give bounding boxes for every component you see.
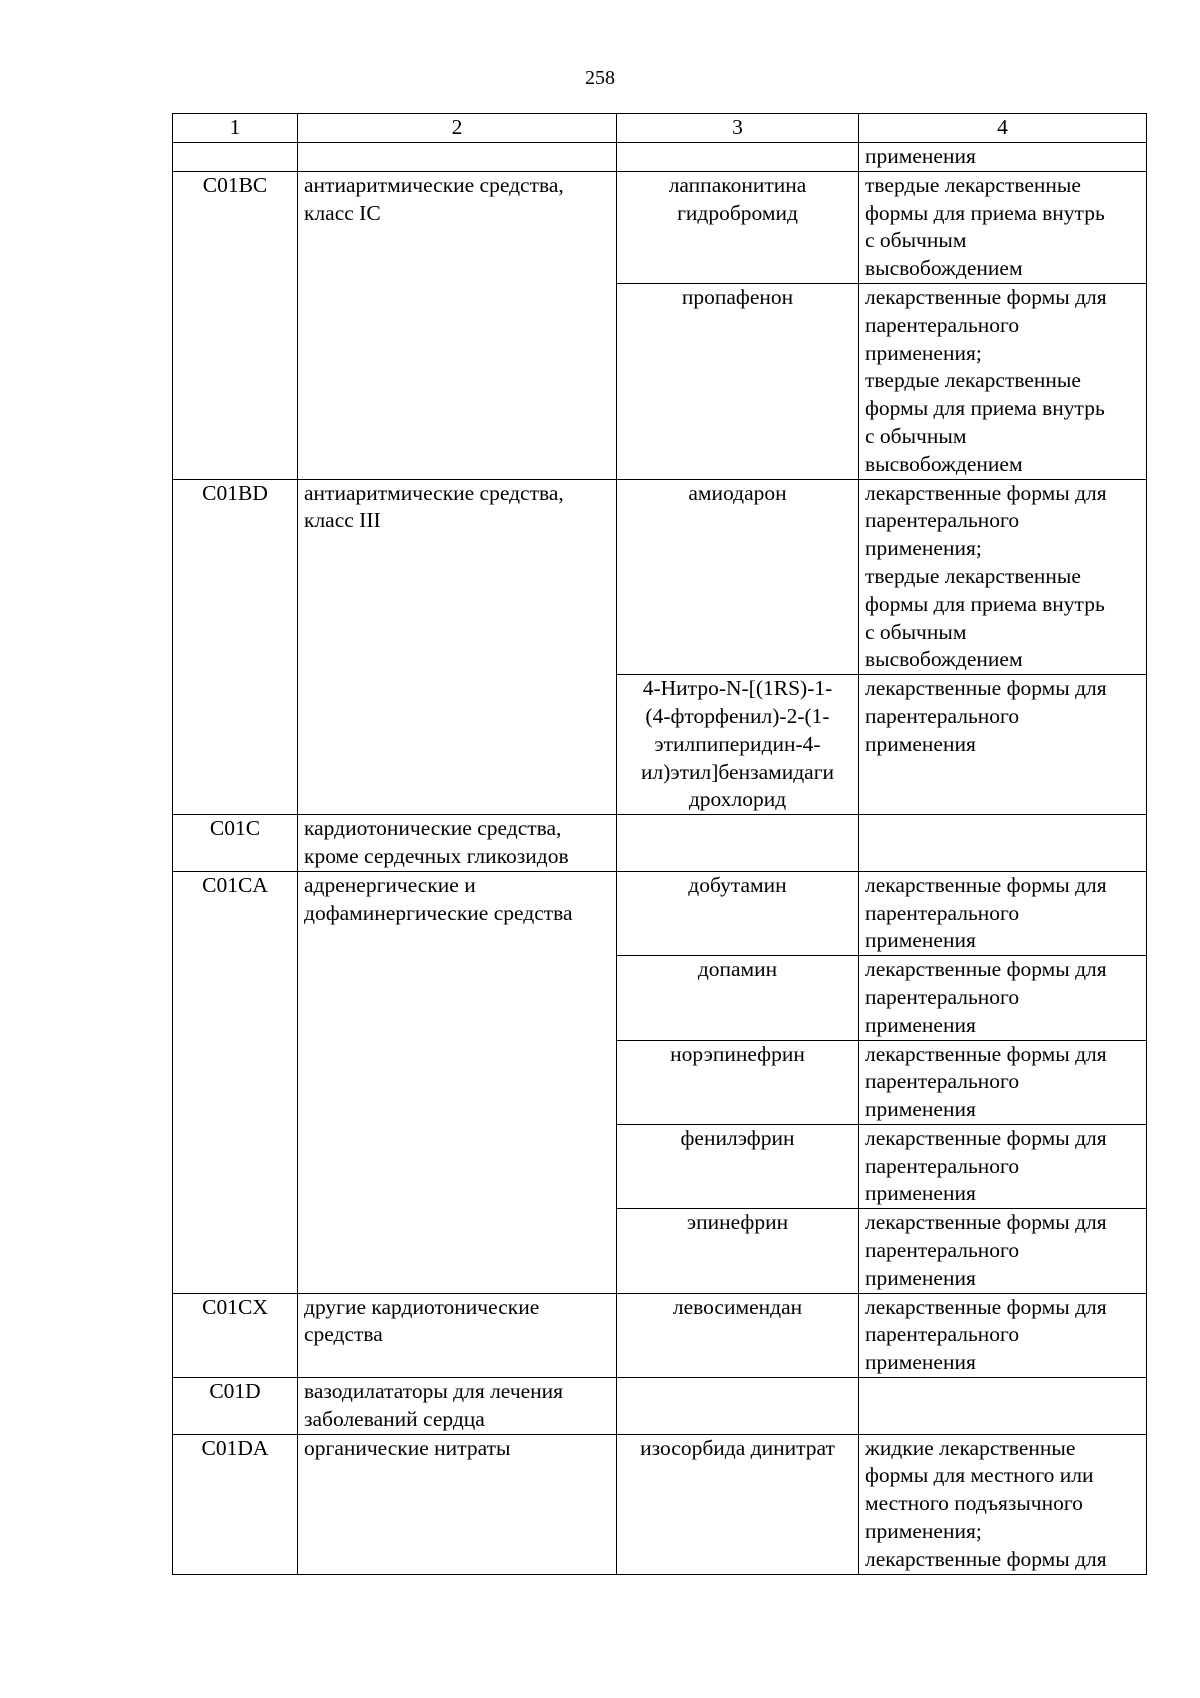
table-row (173, 871, 1147, 955)
dosage-form-cell: лекарственные формы для парентерального применения (859, 1124, 1147, 1208)
table-row (173, 1378, 1147, 1435)
drug-name-cell: 4-Нитро-N-[(1RS)-1- (4-фторфенил)-2-(1- этилпиперидин-4- ил)этил]бензамидаги дрохлорид (617, 675, 859, 815)
group-name-cell: антиаритмические средства, класс III (298, 479, 617, 815)
atc-code-cell: C01DA (173, 1434, 298, 1574)
dosage-form-cell: лекарственные формы для парентерального применения (859, 956, 1147, 1040)
page-number: 258 (585, 67, 615, 89)
dosage-form-cell (859, 815, 1147, 872)
dosage-form-cell: лекарственные формы для парентерального применения (859, 1209, 1147, 1293)
dosage-form-cell: лекарственные формы для парентерального применения (859, 1293, 1147, 1377)
drug-name-cell: изосорбида динитрат (617, 1434, 859, 1574)
drug-name-cell: добутамин (617, 871, 859, 955)
drug-name-cell: фенилэфрин (617, 1124, 859, 1208)
table-row (173, 1434, 1147, 1574)
atc-code-cell: C01CA (173, 871, 298, 1293)
header-col-2: 2 (298, 114, 617, 143)
atc-code-cell: C01D (173, 1378, 298, 1435)
dosage-form-cell (859, 1378, 1147, 1435)
table-row (173, 815, 1147, 872)
atc-code-cell: C01C (173, 815, 298, 872)
drug-name-cell (617, 815, 859, 872)
group-name-cell: антиаритмические средства, класс IC (298, 171, 617, 479)
group-name-cell: адренергические и дофаминергические средства (298, 871, 617, 1293)
atc-code-cell: C01BD (173, 479, 298, 815)
dosage-form-cell: лекарственные формы для парентерального применения; твердые лекарственные формы для приема внутрь с обычным высвобождением (859, 479, 1147, 675)
group-name-cell: другие кардиотонические средства (298, 1293, 617, 1377)
dosage-form-cell: применения (859, 143, 1147, 172)
dosage-form-cell: лекарственные формы для парентерального применения (859, 675, 1147, 815)
dosage-form-cell: лекарственные формы для парентерального применения (859, 871, 1147, 955)
group-name-cell: органические нитраты (298, 1434, 617, 1574)
drug-name-cell: норэпинефрин (617, 1040, 859, 1124)
dosage-form-cell: твердые лекарственные формы для приема внутрь с обычным высвобождением (859, 171, 1147, 283)
group-name-cell (298, 143, 617, 172)
drug-name-cell: эпинефрин (617, 1209, 859, 1293)
dosage-form-cell: жидкие лекарственные формы для местного или местного подъязычного применения; лекарственные формы для (859, 1434, 1147, 1574)
drug-name-cell: лаппаконитина гидробромид (617, 171, 859, 283)
atc-code-cell: C01CX (173, 1293, 298, 1377)
table-header-row (173, 114, 1147, 143)
drug-name-cell: допамин (617, 956, 859, 1040)
header-col-1: 1 (173, 114, 298, 143)
group-name-cell: кардиотонические средства, кроме сердечных гликозидов (298, 815, 617, 872)
table-row (173, 171, 1147, 283)
drug-name-cell: амиодарон (617, 479, 859, 675)
atc-code-cell (173, 143, 298, 172)
drug-name-cell (617, 1378, 859, 1435)
header-col-4: 4 (859, 114, 1147, 143)
drug-name-cell: пропафенон (617, 283, 859, 479)
group-name-cell: вазодилататоры для лечения заболеваний сердца (298, 1378, 617, 1435)
dosage-form-cell: лекарственные формы для парентерального применения (859, 1040, 1147, 1124)
dosage-form-cell: лекарственные формы для парентерального применения; твердые лекарственные формы для приема внутрь с обычным высвобождением (859, 283, 1147, 479)
drug-table (172, 113, 1147, 1575)
table-row (173, 143, 1147, 172)
drug-name-cell: левосимендан (617, 1293, 859, 1377)
table-row (173, 479, 1147, 675)
header-col-3: 3 (617, 114, 859, 143)
table-row (173, 1293, 1147, 1377)
atc-code-cell: C01BC (173, 171, 298, 479)
drug-name-cell (617, 143, 859, 172)
